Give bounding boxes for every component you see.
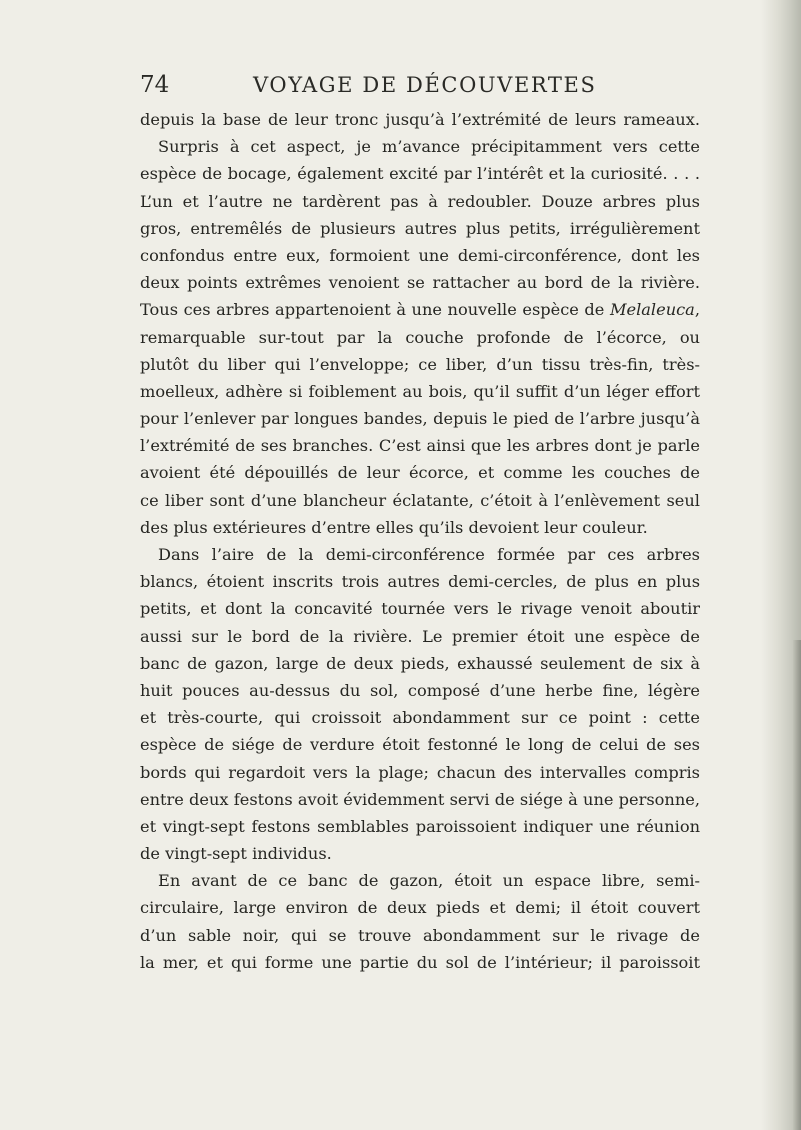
text-line: d’un sable noir, qui se trouve abondamment sur le rivage de: [140, 925, 700, 945]
text-line: huit pouces au-dessus du sol, composé d’une herbe fine, légère: [140, 680, 700, 700]
running-title: VOYAGE DE DÉCOUVERTES: [253, 73, 597, 97]
text-line: espèce de bocage, également excité par l’intérêt et la curiosité. . . .: [140, 164, 700, 184]
text-line: En avant de ce banc de gazon, étoit un espace libre, semi-: [158, 871, 700, 891]
text-line: deux points extrêmes venoient se rattacher au bord de la rivière.: [140, 273, 700, 293]
text-line: l’extrémité de ses branches. C’est ainsi que les arbres dont je parle: [140, 436, 700, 456]
text-line: gros, entremêlés de plusieurs autres plus petits, irrégulièrement: [140, 218, 700, 238]
text-line: Tous ces arbres appartenoient à une nouvelle espèce de Melaleuca,: [140, 300, 700, 320]
text-line: depuis la base de leur tronc jusqu’à l’extrémité de leurs rameaux.: [140, 110, 700, 129]
body-text: [140, 106, 700, 976]
text-line: circulaire, large environ de deux pieds et demi; il étoit couvert: [140, 898, 700, 918]
page-header: [140, 70, 700, 100]
text-line: remarquable sur-tout par la couche profonde de l’écorce, ou: [140, 327, 700, 347]
text-line: bords qui regardoit vers la plage; chacun des intervalles compris: [140, 762, 700, 782]
text-line: espèce de siége de verdure étoit festonné le long de celui de ses: [140, 735, 700, 755]
text-line: la mer, et qui forme une partie du sol de l’intérieur; il paroissoit: [140, 952, 700, 972]
page-number: 74: [140, 72, 170, 98]
text-line: ce liber sont d’une blancheur éclatante, c’étoit à l’enlèvement seul: [140, 490, 700, 510]
text-line: et vingt-sept festons semblables paroissoient indiquer une réunion: [140, 816, 700, 836]
text-line: entre deux festons avoit évidemment servi de siége à une personne,: [140, 789, 700, 809]
text-line: des plus extérieures d’entre elles qu’ils devoient leur couleur.: [140, 517, 648, 537]
text-line: et très-courte, qui croissoit abondamment sur ce point : cette: [140, 708, 700, 728]
text-line: Surpris à cet aspect, je m’avance précipitamment vers cette: [158, 137, 700, 157]
text-line: petits, et dont la concavité tournée vers le rivage venoit aboutir: [140, 599, 700, 619]
text-line: de vingt-sept individus.: [140, 844, 332, 864]
binding-shadow: [793, 640, 801, 1130]
text-line: confondus entre eux, formoient une demi-circonférence, dont les: [140, 245, 700, 265]
text-line: blancs, étoient inscrits trois autres demi-cercles, de plus en plus: [140, 572, 700, 592]
text-line: plutôt du liber qui l’enveloppe; ce liber, d’un tissu très-fin, très-: [140, 354, 700, 374]
text-line: banc de gazon, large de deux pieds, exhaussé seulement de six à: [140, 653, 700, 673]
text-line: aussi sur le bord de la rivière. Le premier étoit une espèce de: [140, 626, 700, 646]
text-line: L’un et l’autre ne tardèrent pas à redoubler. Douze arbres plus: [140, 191, 700, 211]
text-line: moelleux, adhère si foiblement au bois, qu’il suffit d’un léger effort: [140, 381, 700, 401]
text-line: Dans l’aire de la demi-circonférence formée par ces arbres: [158, 545, 700, 564]
text-line: pour l’enlever par longues bandes, depuis le pied de l’arbre jusqu’à: [140, 409, 700, 429]
text-line: avoient été dépouillés de leur écorce, et comme les couches de: [140, 463, 700, 483]
